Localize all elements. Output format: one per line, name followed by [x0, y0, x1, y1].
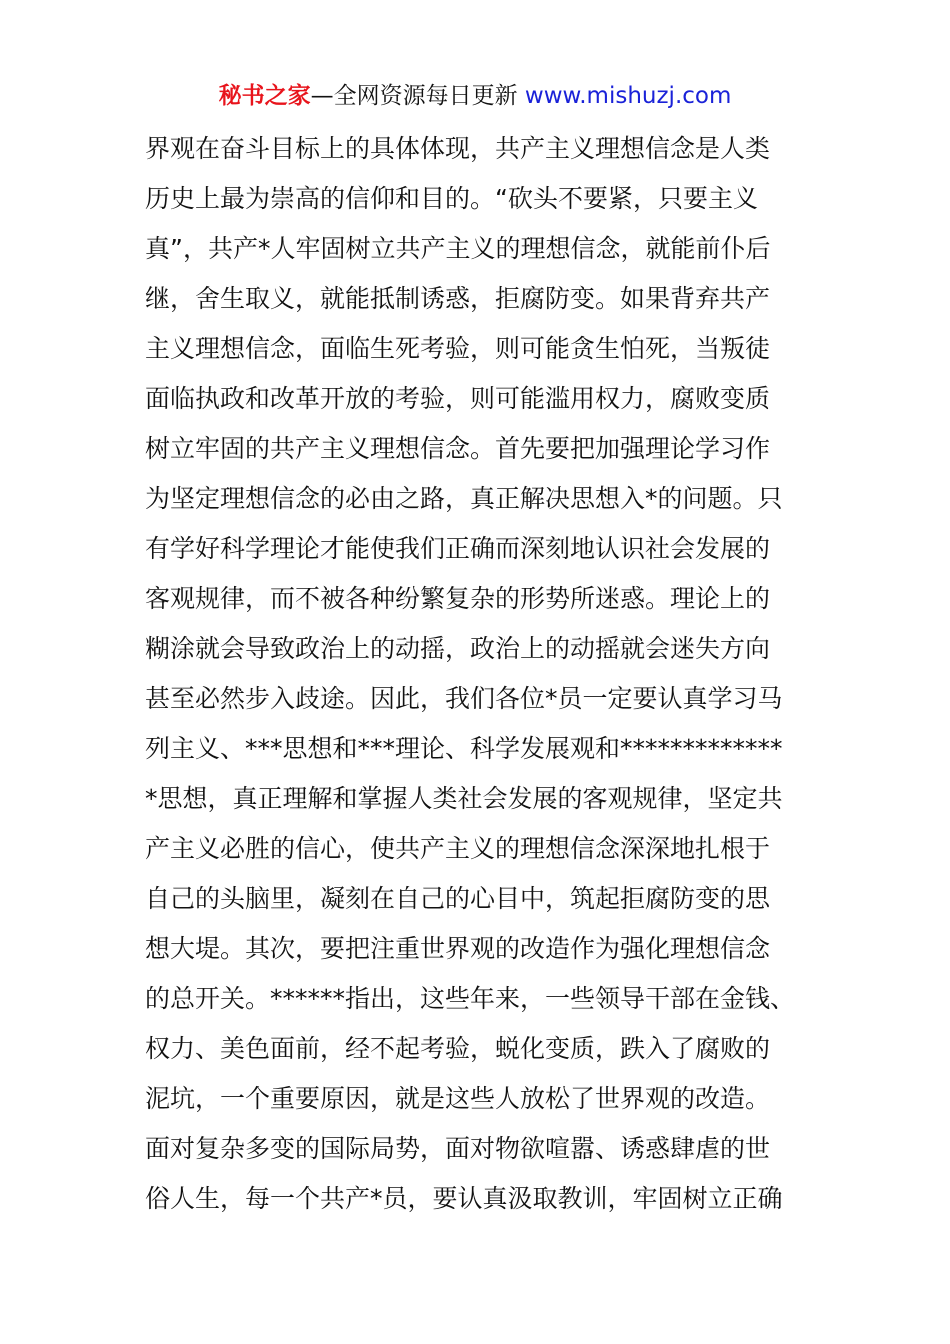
text-line: 真”，共产*人牢固树立共产主义的理想信念，就能前仆后 — [145, 234, 771, 263]
text-line: 的总开关。******指出，这些年来，一些领导干部在金钱、 — [145, 984, 796, 1013]
text-line: 产主义必胜的信心，使共产主义的理想信念深深地扎根于 — [145, 834, 771, 863]
site-url-link[interactable]: www.mishuzj.com — [524, 83, 732, 109]
text-line: 面对复杂多变的国际局势，面对物欲喧嚣、诱惑肆虐的世 — [145, 1134, 771, 1163]
text-line: 自己的头脑里，凝刻在自己的心目中，筑起拒腐防变的思 — [145, 884, 771, 913]
text-line: *思想，真正理解和掌握人类社会发展的客观规律，坚定共 — [145, 784, 783, 813]
text-line: 面临执政和改革开放的考验，则可能滥用权力，腐败变质 — [145, 384, 771, 413]
text-line: 列主义、***思想和***理论、科学发展观和************* — [145, 734, 783, 763]
text-line: 历史上最为崇高的信仰和目的。“砍头不要紧，只要主义 — [145, 184, 758, 213]
text-line: 继，舍生取义，就能抵制诱惑，拒腐防变。如果背弃共产 — [145, 284, 771, 313]
text-line: 主义理想信念，面临生死考验，则可能贪生怕死，当叛徒 — [145, 334, 771, 363]
text-line: 想大堤。其次，要把注重世界观的改造作为强化理想信念 — [145, 934, 771, 963]
text-line: 泥坑，一个重要原因，就是这些人放松了世界观的改造。 — [145, 1084, 771, 1113]
text-line: 有学好科学理论才能使我们正确而深刻地认识社会发展的 — [145, 534, 771, 563]
site-brand: 秘书之家 — [218, 83, 311, 109]
text-line: 客观规律，而不被各种纷繁复杂的形势所迷惑。理论上的 — [145, 584, 771, 613]
site-tagline: —全网资源每日更新 — [310, 83, 525, 109]
text-line: 俗人生，每一个共产*员，要认真汲取教训，牢固树立正确 — [145, 1184, 783, 1213]
text-line: 甚至必然步入歧途。因此，我们各位*员一定要认真学习马 — [145, 684, 783, 713]
text-line: 界观在奋斗目标上的具体体现，共产主义理想信念是人类 — [145, 134, 771, 163]
text-line: 为坚定理想信念的必由之路，真正解决思想入*的问题。只 — [145, 484, 783, 513]
text-line: 权力、美色面前，经不起考验，蜕化变质，跌入了腐败的 — [145, 1034, 771, 1063]
text-line: 树立牢固的共产主义理想信念。首先要把加强理论学习作 — [145, 434, 771, 463]
document-body — [145, 124, 825, 1224]
site-header — [0, 80, 950, 112]
text-line: 糊涂就会导致政治上的动摇，政治上的动摇就会迷失方向 — [145, 634, 771, 663]
